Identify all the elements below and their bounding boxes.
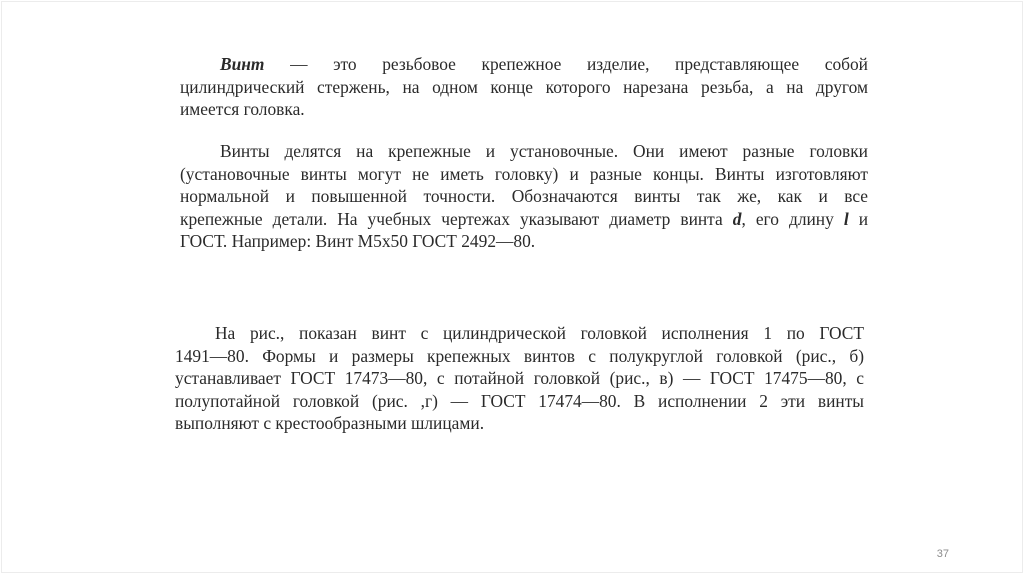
text-line: Винты делятся на крепежные и установочные. Они имеют разные головки: [220, 141, 868, 161]
term-vint: Винт: [220, 54, 265, 74]
text-line: имеется головка.: [180, 99, 305, 120]
text-line: [180, 53, 868, 76]
paragraph-screw-types: [180, 140, 868, 253]
variable-l: l: [843, 208, 849, 229]
text-line: На рис., показан винт с цилиндрической головкой исполнения 1 по ГОСТ: [215, 323, 864, 343]
text-line: полупотайной головкой (рис. ,г) — ГОСТ 17474—80. В исполнении 2 эти винты: [175, 390, 864, 411]
text-line: 1491—80. Формы и размеры крепежных винтов с полукруглой головкой (рис., б): [175, 345, 864, 366]
text-line: выполняют с крестообразными шлицами.: [175, 413, 485, 434]
text-line: (установочные винты могут не иметь головку) и разные концы. Винты изготовляют: [180, 163, 868, 184]
text-line: [180, 208, 868, 231]
text-line: нормальной и повышенной точности. Обозначаются винты так же, как и все: [180, 186, 868, 207]
text-segment: и: [848, 208, 869, 229]
text-line: устанавливает ГОСТ 17473—80, с потайной головкой (рис., в) — ГОСТ 17475—80, с: [175, 368, 864, 389]
paragraph-gost-standards: [175, 322, 864, 435]
text-line: цилиндрический стержень, на одном конце которого нарезана резьба, а на другом: [180, 76, 868, 97]
text-segment: — это резьбовое крепежное изделие, представляющее собой: [264, 54, 868, 74]
text-segment: , его длину: [741, 208, 844, 229]
text-segment: крепежные детали. На учебных чертежах указывают диаметр винта: [180, 208, 733, 229]
page-number: 37: [936, 548, 949, 560]
variable-d: d: [732, 208, 742, 229]
text-line: ГОСТ. Например: Винт М5х50 ГОСТ 2492—80.: [180, 231, 536, 252]
paragraph-screw-definition: [180, 53, 868, 121]
